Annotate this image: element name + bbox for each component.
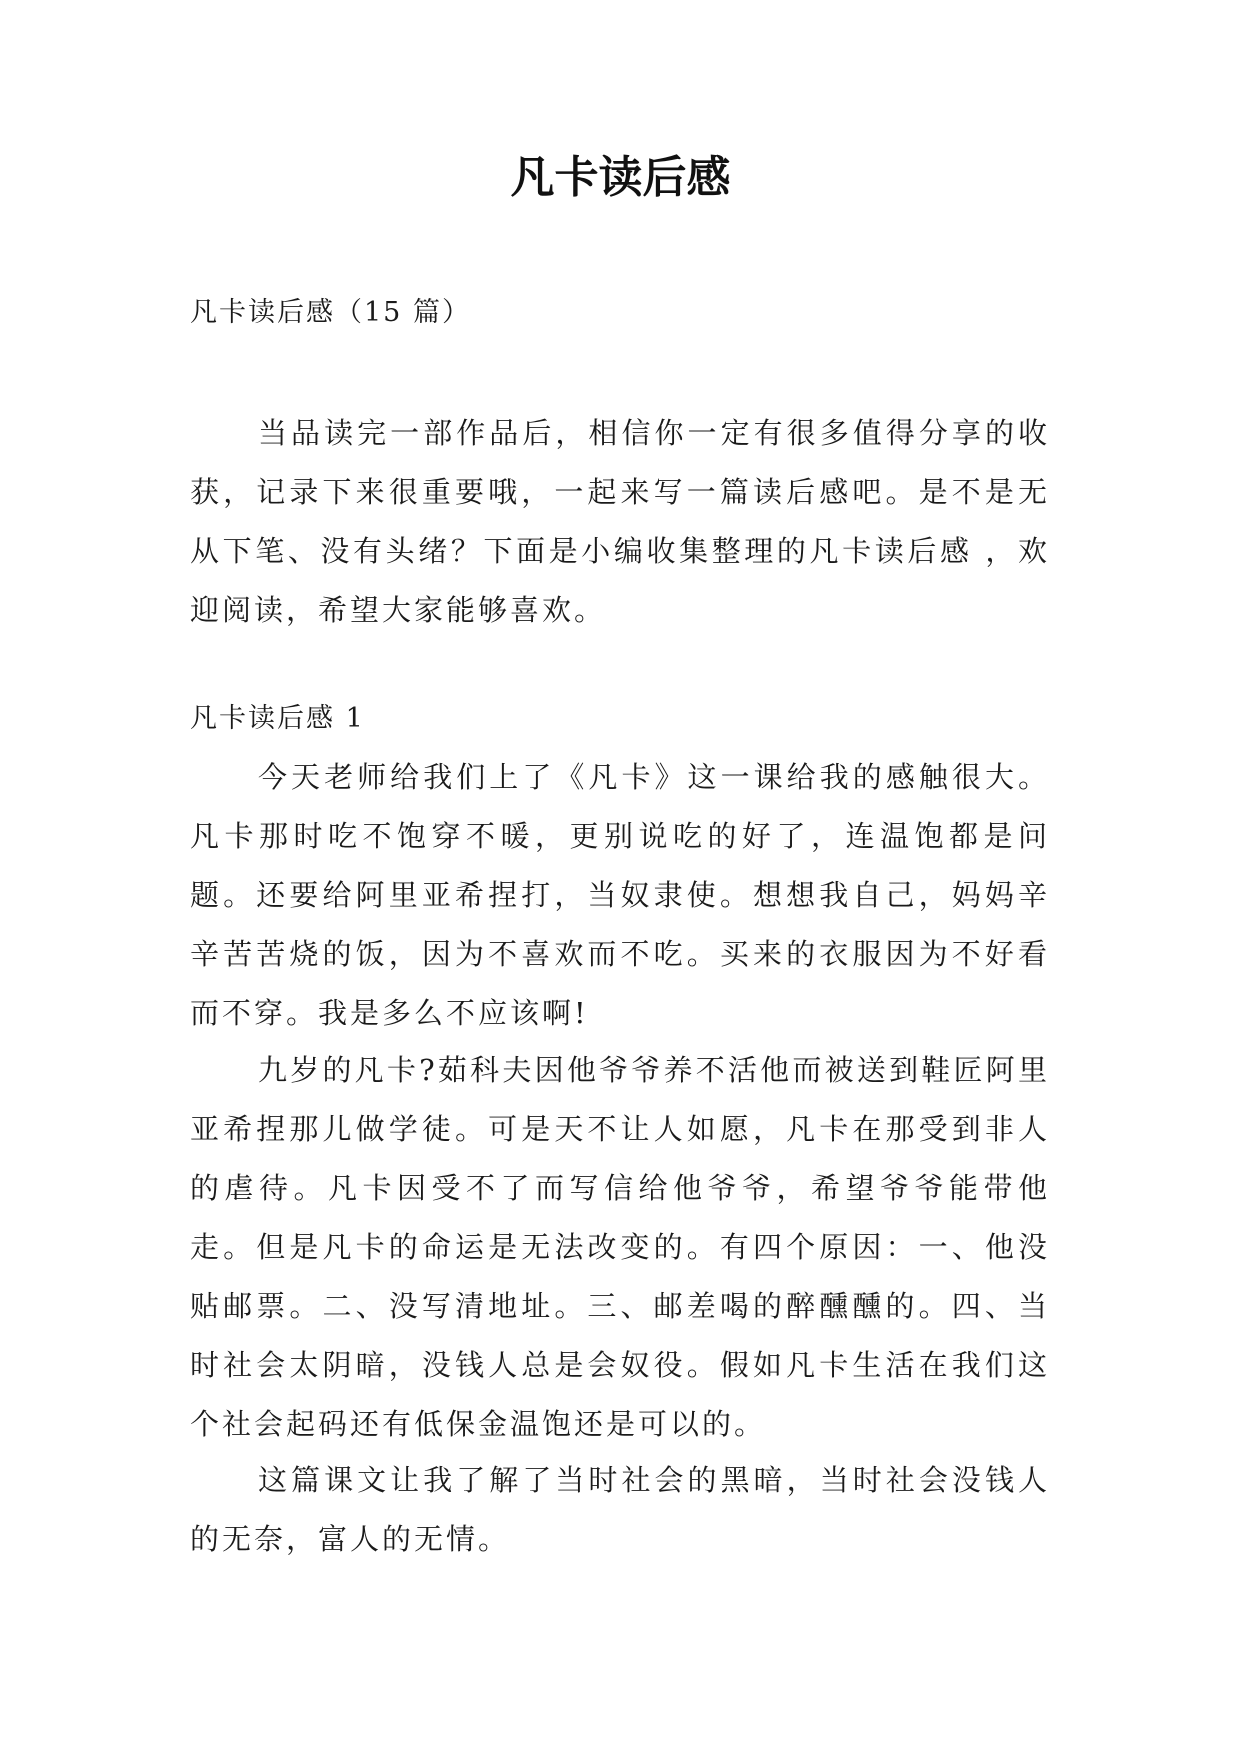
body-paragraph-3: 这篇课文让我了解了当时社会的黑暗，当时社会没钱人的无奈，富人的无情。 bbox=[190, 1463, 1050, 1556]
document-subtitle: 凡卡读后感（15 篇） bbox=[190, 297, 471, 328]
body-paragraph-1: 今天老师给我们上了《凡卡》这一课给我的感触很大。凡卡那时吃不饱穿不暖，更别说吃的好了，连温饱都是问题。还要给阿里亚希捏打，当奴隶使。想想我自己，妈妈辛辛苦苦烧的饭，因为不喜欢而不吃。买来的衣服因为不好看而不穿。我是多么不应该啊! bbox=[190, 760, 1050, 1030]
body-paragraph-2: 九岁的凡卡?茹科夫因他爷爷养不活他而被送到鞋匠阿里亚希捏那儿做学徒。可是天不让人如愿，凡卡在那受到非人的虐待。凡卡因受不了而写信给他爷爷，希望爷爷能带他走。但是凡卡的命运是无法改变的。有四个原因：一、他没贴邮票。二、没写清地址。三、邮差喝的醉醺醺的。四、当时社会太阴暗，没钱人总是会奴役。假如凡卡生活在我们这个社会起码还有低保金温饱还是可以的。 bbox=[190, 1053, 1050, 1441]
section-heading: 凡卡读后感 1 bbox=[190, 703, 365, 734]
intro-paragraph: 当品读完一部作品后，相信你一定有很多值得分享的收获，记录下来很重要哦，一起来写一篇读后感吧。是不是无从下笔、没有头绪？下面是小编收集整理的凡卡读后感 ，欢迎阅读，希望大家能够喜欢。 bbox=[190, 416, 1050, 627]
page-title: 凡卡读后感 bbox=[510, 152, 731, 203]
